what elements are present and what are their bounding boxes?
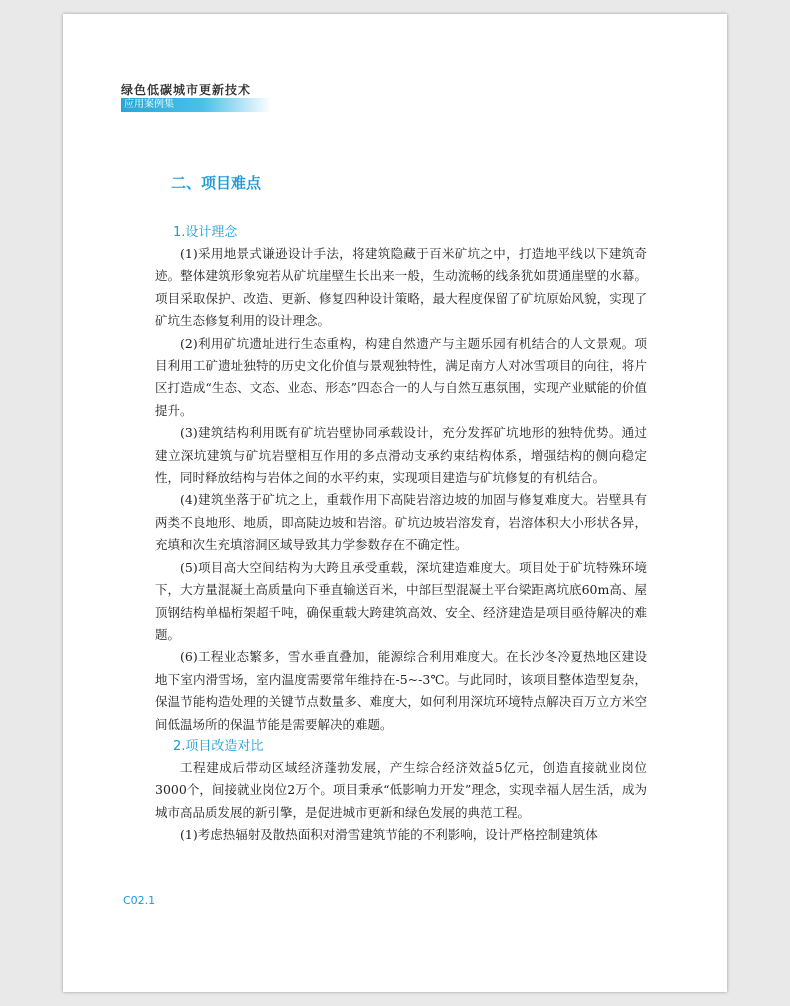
book-title: 绿色低碳城市更新技术	[121, 83, 252, 97]
section-title: 二、项目难点	[171, 174, 262, 192]
subsection-heading-comparison: 2.项目改造对比	[173, 738, 264, 754]
paragraph: (5)项目高大空间结构为大跨且承受重载，深坑建造难度大。项目处于矿坑特殊环境下，大方量混凝土高质量向下垂直输送百米，中部巨型混凝土平台梁距离坑底60m高、屋顶钢结构单榀桁架超千吨，确保重载大跨建筑高效、安全、经济建造是项目亟待解决的难题。	[155, 559, 647, 642]
body-content	[155, 222, 647, 847]
paragraph: (1)采用地景式谦逊设计手法，将建筑隐藏于百米矿坑之中，打造地平线以下建筑奇迹。整体建筑形象宛若从矿坑崖壁生长出来一般，生动流畅的线条犹如贯通崖壁的水幕。项目采取保护、改造、更新、修复四种设计策略，最大程度保留了矿坑原始风貌，实现了矿坑生态修复利用的设计理念。	[155, 246, 647, 329]
paragraph: (3)建筑结构利用既有矿坑岩壁协同承载设计，充分发挥矿坑地形的独特优势。通过建立深坑建筑与矿坑岩壁相互作用的多点滑动支承约束结构体系，增强结构的侧向稳定性，同时释放结构与岩体之间的水平约束，实现项目建造与矿坑修复的有机结合。	[155, 425, 647, 486]
subtitle-label: 应用案例集	[124, 99, 174, 110]
paragraph: 工程建成后带动区域经济蓬勃发展，产生综合经济效益5亿元，创造直接就业岗位3000个，间接就业岗位2万个。项目秉承“低影响力开发”理念，实现幸福人居生活，成为城市高品质发展的新引擎，是促进城市更新和绿色发展的典范工程。	[155, 759, 647, 820]
paragraph: (6)工程业态繁多，雪水垂直叠加，能源综合利用难度大。在长沙冬冷夏热地区建设地下室内滑雪场，室内温度需要常年维持在-5~-3℃。与此同时，该项目整体造型复杂，保温节能构造处理的关键节点数量多、难度大，如何利用深坑环境特点解决百万立方米空间低温场所的保温节能是需要解决的难题。	[155, 649, 647, 732]
paragraph: (4)建筑坐落于矿坑之上，重载作用下高陡岩溶边坡的加固与修复难度大。岩壁具有两类不良地形、地质，即高陡边坡和岩溶。矿坑边坡岩溶发育，岩溶体积大小形状各异，充填和次生充填溶洞区域导致其力学参数存在不确定性。	[155, 492, 647, 553]
document-page	[63, 14, 727, 992]
page-number: C02.1	[123, 894, 156, 907]
paragraph: (2)利用矿坑遗址进行生态重构，构建自然遗产与主题乐园有机结合的人文景观。项目利用工矿遗址独特的历史文化价值与景观独特性，满足南方人对冰雪项目的向往，将片区打造成“生态、文态、业态、形态”四态合一的人与自然互惠氛围，实现产业赋能的价值提升。	[155, 335, 647, 418]
paragraph: (1)考虑热辐射及散热面积对滑雪建筑节能的不利影响，设计严格控制建筑体	[180, 827, 598, 843]
subtitle-bar	[121, 98, 271, 112]
subsection-heading-design: 1.设计理念	[173, 225, 238, 240]
